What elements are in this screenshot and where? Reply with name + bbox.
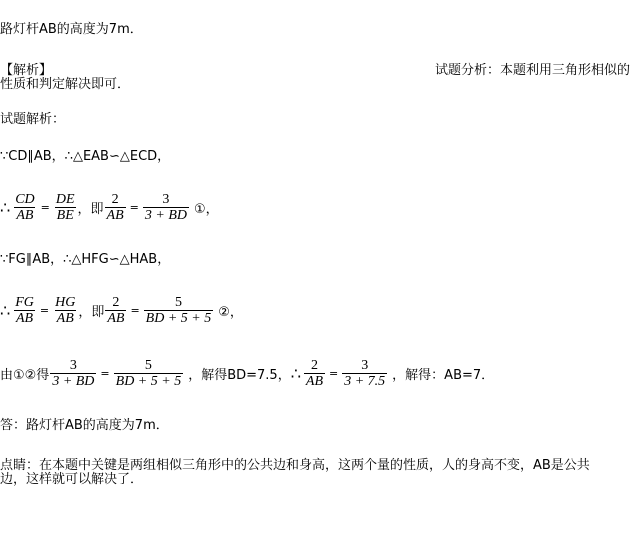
denominator: AB bbox=[305, 374, 323, 389]
fraction bbox=[13, 295, 36, 326]
therefore-symbol: ∴ bbox=[0, 198, 11, 217]
denominator: AB bbox=[16, 208, 34, 223]
step2: ∵FG∥AB，∴△HFG∽△HAB， bbox=[0, 252, 171, 267]
step1: ∵CD∥AB，∴△EAB∽△ECD， bbox=[0, 149, 171, 164]
denominator: BE bbox=[56, 208, 74, 223]
equals-sign: = bbox=[100, 367, 110, 380]
analysis-label: 试题分析： bbox=[434, 63, 500, 78]
fraction bbox=[304, 358, 325, 389]
numerator: 2 bbox=[111, 192, 119, 207]
denominator: AB bbox=[15, 311, 34, 326]
denominator: BD + 5 + 5 bbox=[145, 311, 212, 326]
equals-sign: = bbox=[329, 367, 339, 380]
fraction bbox=[54, 192, 77, 223]
solve-text: ，解得BD=7.5， bbox=[188, 368, 291, 383]
equation-2 bbox=[0, 295, 243, 326]
section-title: 【解析】 bbox=[0, 63, 53, 78]
connector-text: ，即 bbox=[77, 202, 104, 217]
note-line-a: 点睛：在本题中关键是两组相似三角形中的公共边和身高，这两个量的性质，人的身高不变，AB是公共 bbox=[0, 458, 590, 473]
denominator: 3 + BD bbox=[144, 208, 187, 223]
analysis-heading bbox=[435, 63, 630, 79]
equals-sign: = bbox=[40, 201, 50, 214]
numerator: HG bbox=[55, 295, 76, 310]
numerator: 2 bbox=[310, 358, 318, 373]
numerator: CD bbox=[15, 192, 35, 207]
fraction bbox=[53, 295, 77, 326]
fraction bbox=[105, 192, 126, 223]
fraction bbox=[105, 295, 126, 326]
denominator: AB bbox=[56, 311, 74, 326]
equals-sign: = bbox=[129, 201, 139, 214]
lead-text: 由①②得 bbox=[0, 368, 50, 383]
denominator: 3 + BD bbox=[52, 374, 95, 389]
final-answer: 答：路灯杆AB的高度为7m． bbox=[0, 418, 169, 433]
fraction bbox=[13, 192, 36, 223]
fraction bbox=[144, 295, 214, 326]
numerator: 3 bbox=[69, 358, 77, 373]
denominator: 3 + 7.5 bbox=[344, 374, 386, 389]
equation-1 bbox=[0, 192, 219, 223]
therefore-symbol: ∴ bbox=[290, 364, 301, 383]
denominator: AB bbox=[107, 311, 125, 326]
numerator: 5 bbox=[174, 295, 182, 310]
numerator: 3 bbox=[162, 192, 170, 207]
analysis-text-b: 性质和判定解决即可． bbox=[0, 77, 131, 92]
equals-sign: = bbox=[130, 304, 140, 317]
solution-label: 试题解析： bbox=[0, 112, 66, 127]
denominator: AB bbox=[106, 208, 124, 223]
equation-3 bbox=[0, 358, 494, 389]
fraction bbox=[50, 358, 96, 389]
connector-text: ，即 bbox=[78, 305, 105, 320]
note-line-b: 边，这样就可以解决了． bbox=[0, 472, 144, 487]
therefore-symbol: ∴ bbox=[0, 301, 11, 320]
numerator: FG bbox=[15, 295, 34, 310]
fraction bbox=[143, 192, 189, 223]
equation-tag: ①， bbox=[193, 202, 219, 217]
fraction bbox=[114, 358, 184, 389]
answer-line: 路灯杆AB的高度为7m． bbox=[0, 22, 143, 37]
numerator: 5 bbox=[144, 358, 152, 373]
denominator: BD + 5 + 5 bbox=[115, 374, 182, 389]
equation-tag: ②， bbox=[218, 305, 243, 320]
analysis-text-a: 本题利用三角形相似的 bbox=[499, 63, 630, 78]
numerator: 3 bbox=[361, 358, 369, 373]
equals-sign: = bbox=[39, 304, 50, 317]
numerator: 2 bbox=[112, 295, 120, 310]
result-text: ，解得：AB=7． bbox=[392, 368, 495, 383]
numerator: DE bbox=[55, 192, 75, 207]
fraction bbox=[342, 358, 387, 389]
